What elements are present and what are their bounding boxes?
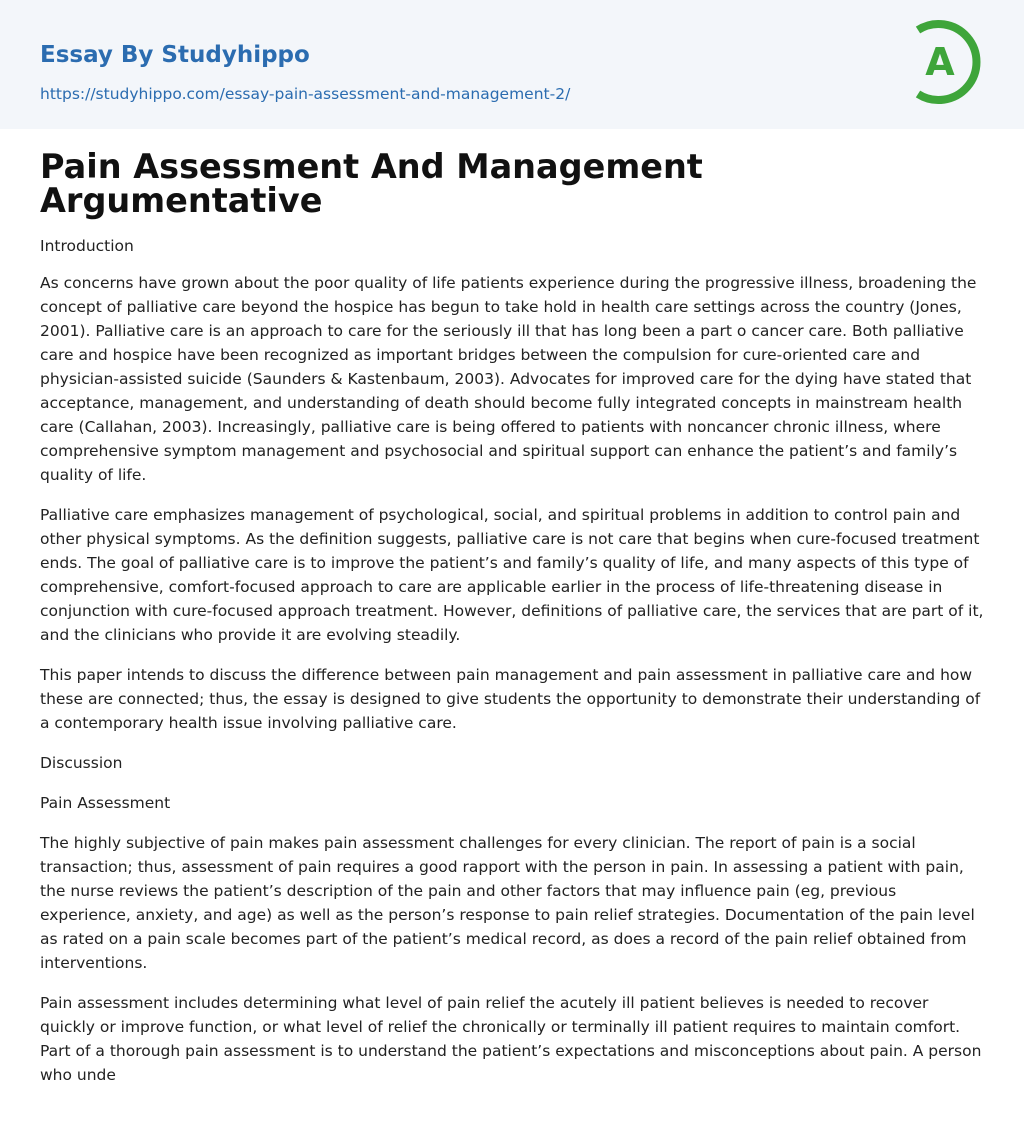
site-header	[0, 0, 1024, 129]
section-label-introduction: Introduction	[40, 237, 134, 255]
studyhippo-logo-icon[interactable]	[904, 18, 988, 106]
paragraph-1: As concerns have grown about the poor quality of life patients experience during the progressive illness, broadening the concept of palliative care beyond the hospice has begun to take hold in health care settings across the country (Jones, 2001). Palliative care is an approach to care for the seriously ill that has long been a part o cancer care. Both palliative care and hospice have been recognized as important bridges between the compulsion for cure-oriented care and physician-assisted suicide (Saunders & Kastenbaum, 2003). Advocates for improved care for the dying have stated that acceptance, management, and understanding of death should become fully integrated concepts in mainstream health care (Callahan, 2003). Increasingly, palliative care is being offered to patients with noncancer chronic illness, where comprehensive symptom management and psychosocial and spiritual support can enhance the patient’s and family’s quality of life.	[40, 274, 977, 484]
logo-letter: A	[925, 40, 955, 84]
paragraph-3: This paper intends to discuss the difference between pain management and pain assessment in palliative care and how these are connected; thus, the essay is designed to give students the opportunity to demonstrate their understanding of a contemporary health issue involving palliative care.	[40, 666, 981, 732]
paragraph-2: Palliative care emphasizes management of psychological, social, and spiritual problems in addition to control pain and other physical symptoms. As the definition suggests, palliative care is not care that begins when cure-focused treatment ends. The goal of palliative care is to improve the patient’s and family’s quality of life, and many aspects of this type of comprehensive, comfort-focused approach to care are applicable earlier in the process of life-threatening disease in conjunction with cure-focused approach treatment. However, definitions of palliative care, the services that are part of it, and the clinicians who provide it are evolving steadily.	[40, 506, 984, 644]
section-label-pain-assessment: Pain Assessment	[40, 794, 171, 812]
site-brand[interactable]: Essay By Studyhippo	[40, 42, 310, 68]
essay-content	[40, 147, 988, 1087]
paragraph-5: Pain assessment includes determining what level of pain relief the acutely ill patient believes is needed to recover quickly or improve function, or what level of relief the chronically or terminally ill patient requires to maintain comfort. Part of a thorough pain assessment is to understand the patient’s expectations and misconceptions about pain. A person who unde	[40, 994, 982, 1084]
page-title: Pain Assessment And Management Argumentative	[40, 147, 703, 220]
section-label-discussion: Discussion	[40, 754, 123, 772]
paragraph-4: The highly subjective of pain makes pain assessment challenges for every clinician. The report of pain is a social transaction; thus, assessment of pain requires a good rapport with the person in pain. In assessing a patient with pain, the nurse reviews the patient’s description of the pain and other factors that may influence pain (eg, previous experience, anxiety, and age) as well as the person’s response to pain relief strategies. Documentation of the pain level as rated on a pain scale becomes part of the patient’s medical record, as does a record of the pain relief obtained from interventions.	[40, 834, 975, 972]
essay-url-link[interactable]: https://studyhippo.com/essay-pain-assessment-and-management-2/	[40, 85, 571, 103]
